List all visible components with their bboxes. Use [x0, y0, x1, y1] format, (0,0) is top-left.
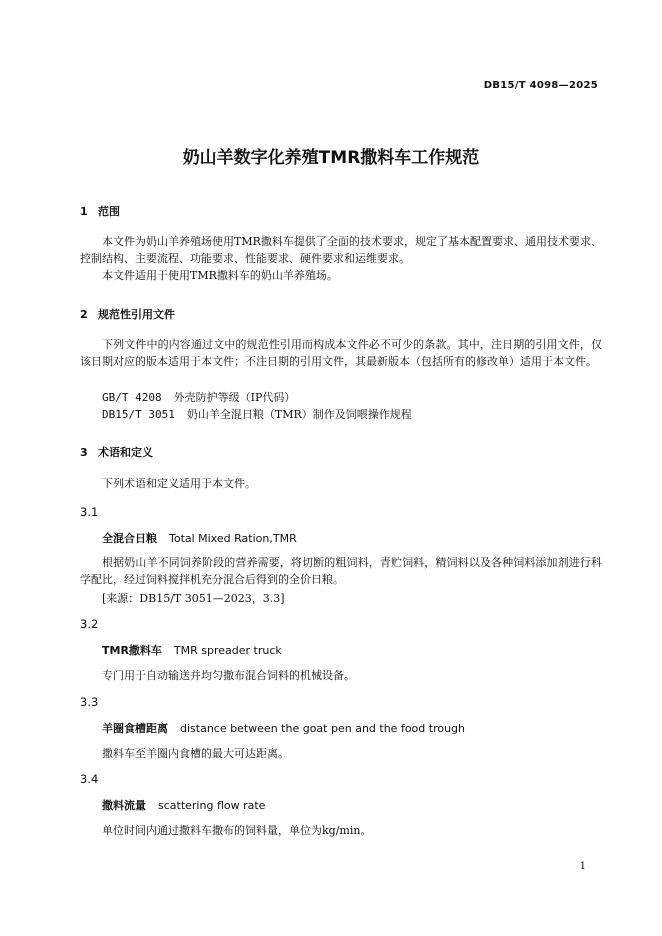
section-number: 1	[80, 205, 88, 218]
term-definition: 根据奶山羊不同饲养阶段的营养需要，将切断的粗饲料，青贮饲料，精饲料以及各种饲料添加剂进行科学配比，经过饲料搅拌机充分混合后得到的全价日粮。	[80, 556, 602, 586]
term-definition: 单位时间内通过撒料车撒布的饲料量，单位为kg/min。	[102, 824, 372, 837]
scope-paragraph-2: 本文件适用于使用TMR撒料车的奶山羊养殖场。	[102, 269, 338, 282]
term-en: distance between the goat pen and the food trough	[180, 722, 466, 735]
term-en: Total Mixed Ration,TMR	[169, 532, 297, 545]
term-en: scattering flow rate	[158, 799, 266, 812]
term-source: [来源：DB15/T 3051—2023，3.3]	[102, 592, 285, 605]
reference-item	[102, 406, 412, 422]
reference-title: 奶山羊全混日粮（TMR）制作及饲喂操作规程	[186, 408, 412, 421]
term-number: 3.4	[80, 772, 99, 786]
terms-intro-paragraph: 下列术语和定义适用于本文件。	[102, 477, 256, 490]
term-number: 3.3	[80, 695, 99, 709]
section-title: 术语和定义	[98, 446, 153, 459]
term-number: 3.2	[80, 617, 99, 631]
term-cn: TMR撒料车	[102, 644, 162, 657]
term-definition: 撒料车至羊圈内食槽的最大可达距离。	[102, 747, 289, 760]
term-heading	[102, 642, 282, 658]
section-3-heading	[80, 444, 153, 460]
section-title: 规范性引用文件	[98, 308, 175, 321]
term-cn: 撒料流量	[102, 799, 146, 812]
page-number: 1	[579, 861, 586, 872]
reference-code: DB15/T 3051	[102, 408, 175, 421]
section-number: 3	[80, 446, 88, 459]
term-heading	[102, 530, 297, 546]
term-cn: 羊圈食槽距离	[102, 722, 168, 735]
section-number: 2	[80, 308, 88, 321]
reference-item	[102, 389, 295, 405]
reference-title: 外壳防护等级（IP代码）	[173, 391, 296, 404]
section-1-heading	[80, 203, 120, 219]
term-heading	[102, 797, 265, 813]
term-heading	[102, 720, 465, 736]
term-definition: 专门用于自动输送并均匀撒布混合饲料的机械设备。	[102, 669, 355, 682]
term-number: 3.1	[80, 505, 99, 519]
scope-paragraph-1: 本文件为奶山羊养殖场使用TMR撒料车提供了全面的技术要求，规定了基本配置要求、通用技术要求、控制结构、主要流程、功能要求、性能要求、硬件要求和运维要求。	[80, 235, 602, 265]
term-en: TMR spreader truck	[173, 644, 282, 657]
section-title: 范围	[98, 205, 120, 218]
reference-code: GB/T 4208	[102, 391, 162, 404]
section-2-heading	[80, 306, 175, 322]
term-cn: 全混合日粮	[102, 532, 157, 545]
document-title: 奶山羊数字化养殖TMR撒料车工作规范	[182, 148, 480, 168]
document-code: DB15/T 4098—2025	[483, 80, 598, 91]
references-paragraph: 下列文件中的内容通过文中的规范性引用而构成本文件必不可少的条款。其中，注日期的引用文件，仅该日期对应的版本适用于本文件；不注日期的引用文件，其最新版本（包括所有的修改单）适用于本文件。	[80, 338, 602, 368]
